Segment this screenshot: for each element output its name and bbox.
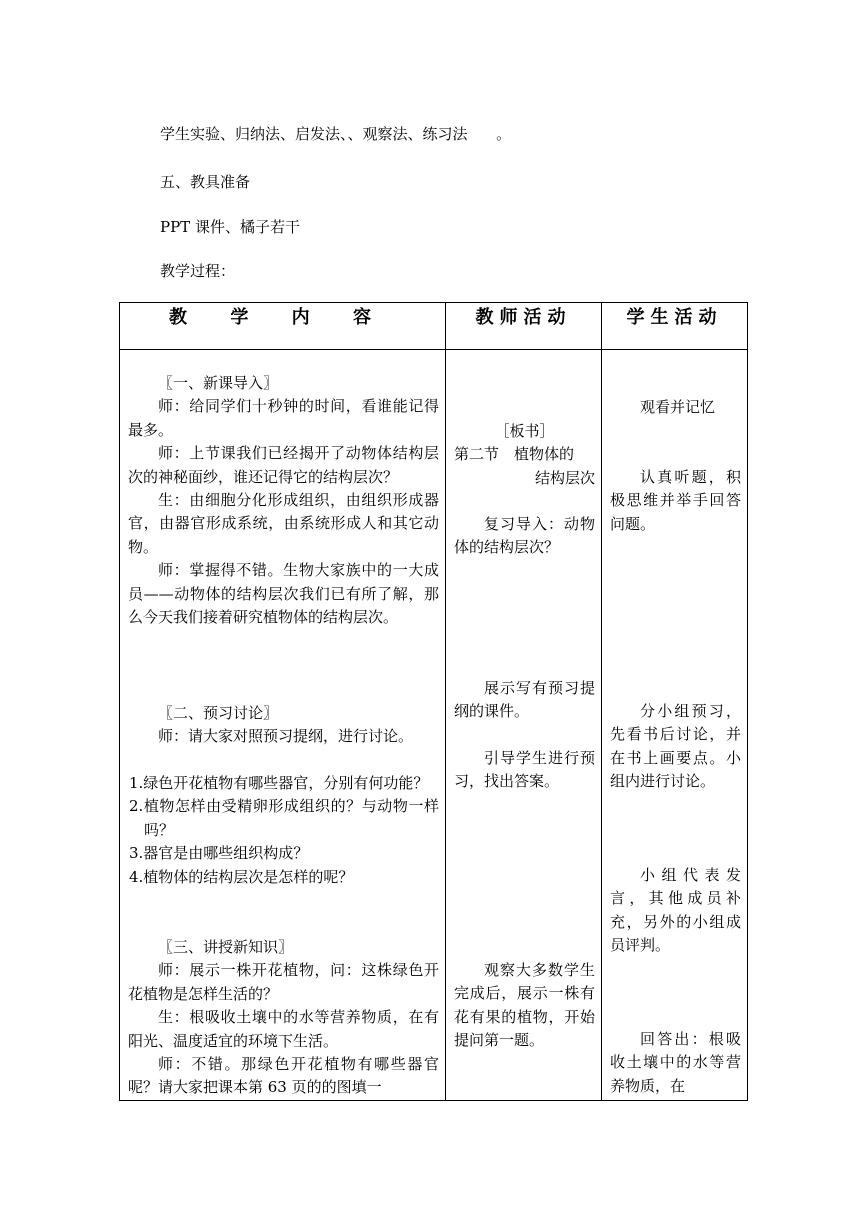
question-1: 1.绿色开花植物有哪些器官，分别有何功能？ [129, 774, 429, 792]
board-title-line1: 第二节 植物体的 [454, 445, 575, 464]
process-label: 教学过程： [160, 262, 236, 280]
question-3: 3.器官是由哪些组织构成？ [129, 844, 309, 863]
header-teacher: 教师活动 [446, 303, 602, 350]
student-activity: 观看并记忆 [640, 398, 716, 416]
board-title-line2: 结构层次 [534, 468, 595, 487]
teacher-activity: 观察大多数学生完成后，展示一株有花有果的植物，开始提问第一题。 [454, 961, 595, 1050]
lesson-table [119, 302, 748, 1101]
header-student: 学生活动 [602, 303, 748, 350]
tools-text: PPT 课件、橘子若干 [160, 218, 300, 236]
teacher-cell [446, 350, 602, 1101]
content-paragraph: 师：上节课我们已经揭开了动物体结构层次的神秘面纱，谁还记得它的结构层次？ [128, 444, 439, 486]
question-4: 4.植物体的结构层次是怎样的呢？ [129, 867, 354, 886]
section-3-title: 〖三、讲授新知识〗 [158, 938, 294, 956]
content-paragraph: 生：由细胞分化形成组织，由组织形成器官，由器官形成系统，由系统形成人和其它动物。 [128, 491, 439, 556]
student-activity: 回答出：根吸收土壤中的水等营养物质，在 [610, 1030, 741, 1095]
teacher-activity: 展示写有预习提纲的课件。 [454, 679, 595, 721]
section-2-title: 〖二、预习讨论〗 [158, 704, 279, 722]
student-activity: 认真听题，积极思维并举手回答问题。 [610, 468, 741, 533]
question-2: 2.植物怎样由受精卵形成组织的？与动物一样吗？ [129, 797, 439, 839]
content-paragraph: 生：根吸收土壤中的水等营养物质，在有阳光、温度适宜的环境下生活。 [128, 1008, 439, 1050]
content-cell [120, 350, 446, 1101]
table-body-row [120, 350, 748, 1101]
content-paragraph: 师：给同学们十秒钟的时间，看谁能记得最多。 [128, 397, 439, 439]
content-paragraph: 师：请大家对照预习提纲，进行讨论。 [158, 727, 414, 746]
section-1-title: 〖一、新课导入〗 [158, 374, 279, 392]
content-paragraph: 师：不错。那绿色开花植物有哪些器官呢？请大家把课本第 63 页的的图填一 [128, 1055, 439, 1097]
student-activity: 小组代表发言，其他成员补充，另外的小组成员评判。 [610, 866, 741, 955]
table-header-row [120, 303, 748, 350]
student-activity: 分小组预习，先看书后讨论，并在书上画要点。小组内进行讨论。 [610, 702, 741, 791]
board-label: ［板书］ [494, 422, 555, 440]
content-paragraph: 师：展示一株开花植物，问：这株绿色开花植物是怎样生活的？ [128, 961, 439, 1003]
header-content: 教 学 内 容 [120, 303, 446, 350]
teacher-activity: 引导学生进行预习，找出答案。 [454, 749, 595, 791]
content-paragraph: 师：掌握得不错。生物大家族中的一大成员——动物体的结构层次我们已有所了解，那么今天我们接着研究植物体的结构层次。 [128, 561, 439, 627]
teaching-methods: 学生实验、归纳法、启发法、、观察法、练习法 。 [160, 125, 512, 143]
student-cell [602, 350, 748, 1101]
tools-heading: 五、教具准备 [160, 173, 251, 191]
teacher-activity: 复习导入：动物体的结构层次？ [454, 515, 595, 557]
